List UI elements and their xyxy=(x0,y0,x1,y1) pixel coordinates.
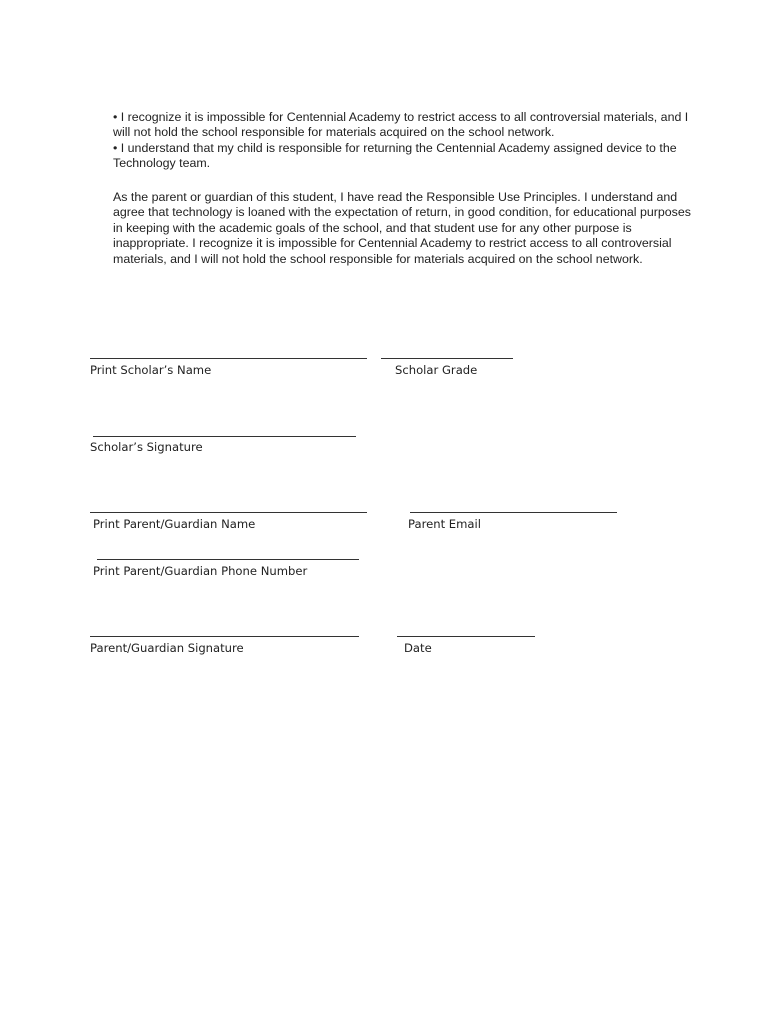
parent-signature-line[interactable] xyxy=(90,636,359,637)
parent-name-line[interactable] xyxy=(90,512,367,513)
parent-phone-line[interactable] xyxy=(97,559,359,560)
bullet-item-network: • I recognize it is impossible for Centennial Academy to restrict access to all controversial materials, and I will not hold the school responsible for materials acquired on the school network. xyxy=(113,110,689,140)
agreement-bullets xyxy=(113,110,693,172)
scholar-name-line[interactable] xyxy=(90,358,367,359)
scholar-signature-label: Scholar’s Signature xyxy=(90,440,203,454)
scholar-grade-label: Scholar Grade xyxy=(395,363,478,377)
parent-email-line[interactable] xyxy=(410,512,617,513)
agreement-paragraph: As the parent or guardian of this student, I have read the Responsible Use Principles. I understand and agree that technology is loaned with the expectation of return, in good condition, for educational purposes in keeping with the academic goals of the school, and that student use for any other purpose is inappropriate. I recognize it is impossible for Centennial Academy to restrict access to all controversial materials, and I will not hold the school responsible for materials acquired on the school network. xyxy=(113,190,691,266)
parent-phone-label: Print Parent/Guardian Phone Number xyxy=(93,564,308,578)
scholar-signature-line[interactable] xyxy=(93,436,356,437)
parent-signature-label: Parent/Guardian Signature xyxy=(90,641,244,655)
scholar-grade-line[interactable] xyxy=(381,358,513,359)
parent-email-label: Parent Email xyxy=(408,517,481,531)
scholar-name-label: Print Scholar’s Name xyxy=(90,363,212,377)
bullet-item-device-return: • I understand that my child is responsible for returning the Centennial Academy assigned device to the Technology team. xyxy=(113,140,677,171)
date-line[interactable] xyxy=(397,636,535,637)
date-label: Date xyxy=(404,641,432,655)
parent-name-label: Print Parent/Guardian Name xyxy=(93,517,256,531)
